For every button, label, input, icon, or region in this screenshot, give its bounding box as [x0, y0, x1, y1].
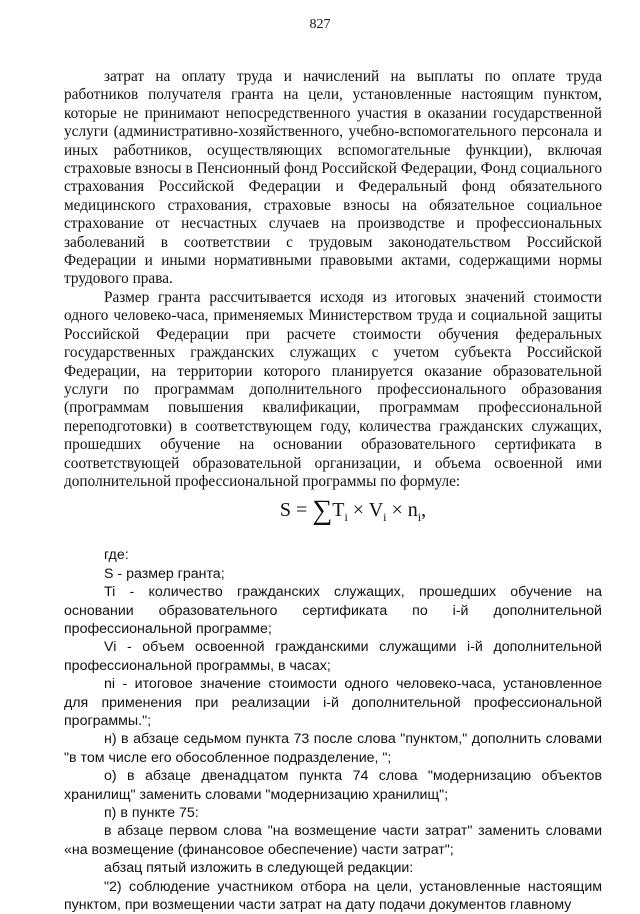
formula-times-1: × — [352, 499, 365, 522]
definition-ti: Ti - количество гражданских служащих, прошедших обучение на основании образовательного сертификата по i-й дополнительной профессиональной программе; — [64, 584, 602, 637]
page-number: 827 — [309, 17, 331, 32]
formula-n: n — [407, 499, 418, 522]
formula-v-index: i — [383, 510, 387, 525]
paragraph-grant-size: Размер гранта рассчитывается исходя из итоговых значений стоимости одного человеко-часа, применяемых Министерством труда и социальной защиты Российской Федерации при расчете стоимости обучения федеральных государственных гражданских служащих с учетом субъекта Российской Федерации, на территории которого планируется оказание образовательной услуги по программам дополнительного профессионального образования (программам повышения квалификации, программам профессиональной переподготовки) в соответствующем году, количества гражданских служащих, прошедших обучение на основании образовательного сертификата в соответствующей образовательной организации, и объема освоенной ими дополнительной профессиональной программы по формуле: — [64, 288, 602, 490]
paragraph-labor-costs: затрат на оплату труда и начислений на выплаты по оплате труда работников получателя гранта на цели, установленные настоящим пунктом, которые не принимают непосредственного участия в оказании государственной услуги (административно-хозяйственного, учебно-вспомогательного персонала и иных работников, осуществляющих вспомогательные функции), включая страховые взносы в Пенсионный фонд Российской Федерации, Фонд социального страхования Российской Федерации и Федеральный фонд обязательного медицинского страхования, страховые взносы на обязательное социальное страхование от несчастных случаев на производстве и профессиональных заболеваний в соответствии с трудовым законодательством Российской Федерации и иными нормативными правовыми актами, содержащими нормы трудового права. — [64, 68, 602, 288]
grant-formula — [104, 491, 602, 546]
formula-v: V — [368, 499, 384, 522]
formula-comma: , — [421, 499, 427, 522]
formula-t-index: i — [344, 510, 348, 525]
item-n: н) в абзаце седьмом пункта 73 после слова "пунктом," дополнить словами "в том числе его обособленное подразделение, "; — [64, 731, 602, 766]
item-p-fifth-paragraph: абзац пятый изложить в следующей редакции: — [104, 860, 414, 877]
paragraph-where: где: — [104, 547, 129, 564]
item-p: п) в пункте 75: — [104, 805, 199, 822]
sum-symbol: ∑ — [312, 495, 333, 527]
formula-lhs: S — [279, 499, 291, 522]
formula-equals: = — [295, 499, 308, 522]
formula-t: T — [332, 499, 345, 522]
document-body — [64, 68, 602, 914]
item-o: о) в абзаце двенадцатом пункта 74 слова "модернизацию объектов хранилищ" заменить словами "модернизацию хранилищ"; — [64, 768, 602, 803]
definition-vi: Vi - объем освоенной гражданскими служащими i-й дополнительной профессиональной программы, в часах; — [64, 639, 602, 674]
item-p-first-paragraph: в абзаце первом слова "на возмещение части затрат" заменить словами «на возмещение (финансовое обеспечение) части затрат"; — [64, 823, 602, 858]
formula-n-index: i — [417, 510, 422, 525]
definition-ni: ni - итоговое значение стоимости одного человеко-часа, установленное для применения при реализации i-й дополнительной профессиональной программы."; — [64, 676, 602, 729]
formula-times-2: × — [391, 499, 403, 522]
definition-s: S - размер гранта; — [104, 565, 225, 582]
quoted-clause-2: "2) соблюдение участником отбора на цели, установленные настоящим пунктом, при возмещении части затрат на дату подачи документов главному — [64, 878, 602, 914]
